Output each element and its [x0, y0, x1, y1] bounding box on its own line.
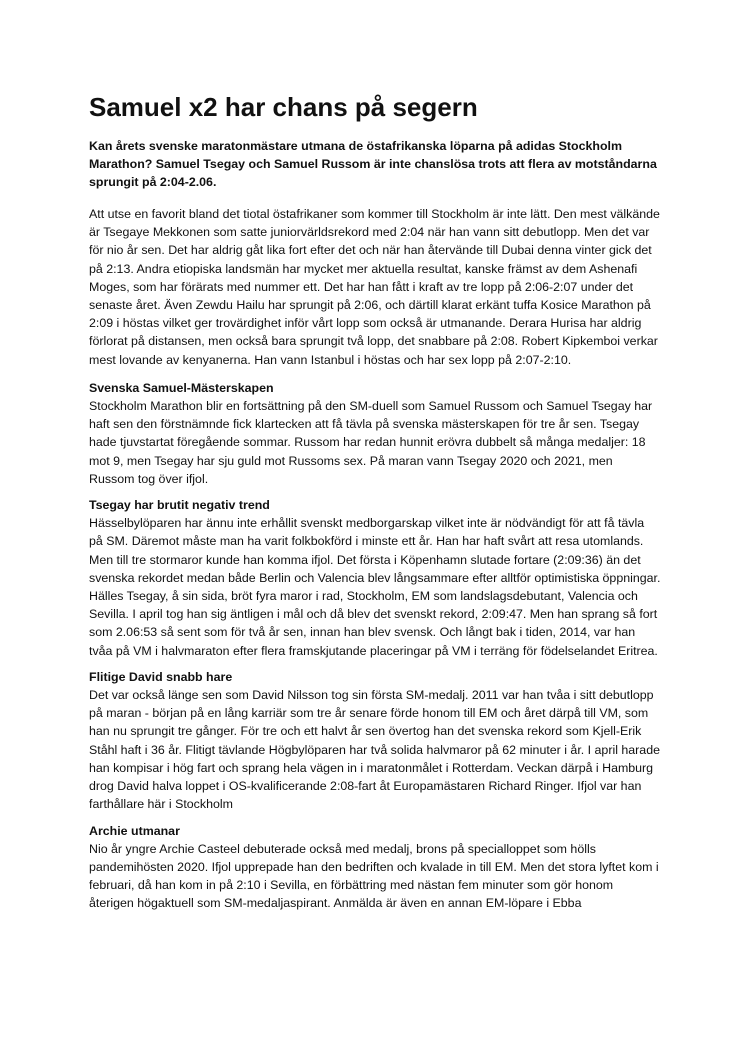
article-lead: Kan årets svenske maratonmästare utmana de östafrikanska löparna på adidas Stockholm Marathon? Samuel Tsegay och Samuel Russom är inte chanslösa trots att flera av motståndarna sprungit på 2:04-2.06. — [89, 139, 657, 189]
section-body: Hässelbylöparen har ännu inte erhållit svenskt medborgarskap vilket inte är nödvändigt för att få tävla på SM. Däremot måste man ha varit folkbokförd i minste ett år. Han har haft svårt att resa utomlands. Men till tre stormaror kunde han komma ifjol. Det första i Köpenhamn slutade fortare (2:09:36) än det svenska rekordet medan både Berlin och Valencia blev långsammare efter alltför optimistiska öppningar. Hälles Tsegay, å sin sida, bröt fyra maror i rad, Stockholm, EM som landslagsdebutant, Valencia och Sevilla. I april tog han sig äntligen i mål och då blev det svenskt rekord, 2:09:47. Men han sprang så fort som 2.06:53 så sent som för två år sen, innan han blev svensk. Och långt bak i tiden, 2014, var han tvåa på VM i halvmaraton efter flera framskjutande placeringar på VM i terräng för födelselandet Eritrea. — [89, 516, 661, 658]
section-heading: Archie utmanar — [89, 823, 180, 838]
section-body: Stockholm Marathon blir en fortsättning på den SM-duell som Samuel Russom och Samuel Tsegay har haft sen den förstnämnde fick klartecken att få tävla på svenska mästerskapen för tre år sen. Tsegay hade tjuvstartat föregående sommar. Russom har redan hunnit erövra dubbelt så många medaljer: 18 mot 9, men Tsegay har sju guld mot Russoms sex. På maran vann Tsegay 2020 och 2021, men Russom tog över ifjol. — [89, 399, 653, 486]
section-archie — [89, 822, 661, 913]
section-heading: Svenska Samuel-Mästerskapen — [89, 380, 274, 395]
section-tsegay — [89, 496, 661, 660]
section-heading: Tsegay har brutit negativ trend — [89, 498, 270, 513]
article — [89, 91, 661, 921]
article-title: Samuel x2 har chans på segern — [89, 92, 478, 122]
section-heading: Flitige David snabb hare — [89, 669, 233, 684]
article-intro: Att utse en favorit bland det tiotal östafrikaner som kommer till Stockholm är inte lätt. Den mest välkände är Tsegaye Mekkonen som satte juniorvärldsrekord med 2:04 när han vann sitt debutlopp. Men det var för nio år sen. Det har aldrig gåt lika fort efter det och när han återvände till Dubai denna vinter gick det på 2:13. Andra etiopiska landsmän har mycket mer aktuella resultat, kanske främst av dem Ashenafi Moges, som har förärats med nummer ett. Det har han fått i kraft av tre lopp på 2:06-2:07 under det senaste året. Även Zewdu Hailu har sprungit på 2:06, och därtill klarat erkänt tuffa Kosice Marathon på 2:09 i höstas vilket ger trovärdighet inför vårt lopp som också är utmanande. Derara Hurisa har aldrig förlorat på distansen, men också bara sprungit två lopp, det snabbare på 2:08. Robert Kipkemboi verkar mest lovande av kenyanerna. Han vann Istanbul i höstas och har sex lopp på 2:07-2:10. — [89, 207, 660, 367]
section-svenska-samuel — [89, 379, 661, 488]
section-body: Det var också länge sen som David Nilsson tog sin första SM-medalj. 2011 var han tvåa i sitt debutlopp på maran - början på en lång karriär som tre år senare förde honom till EM och året därpå till VM, som han nu sprungit tre gånger. För tre och ett halvt år sen övertog han det svenska rekord som Kjell-Erik Ståhl haft i 36 år. Flitigt tävlande Högbylöparen har två solida halvmaror på 62 minuter i år. I april harade han kompisar i hög fart och sprang hela vägen in i maratonmålet i Rotterdam. Veckan därpå i Hamburg drog David halva loppet i OS-kvalificerande 2:08-fart åt Europamästaren Richard Ringer. Ifjol var han farthållare här i Stockholm — [89, 688, 660, 812]
section-body: Nio år yngre Archie Casteel debuterade också med medalj, brons på specialloppet som hölls pandemihösten 2020. Ifjol upprepade han den bedriften och kvalade in till EM. Men det stora lyftet kom i februari, då han kom in på 2:10 i Sevilla, en förbättring med nästan fem minuter som gör honom återigen högaktuell som SM-medaljaspirant. Anmälda är även en annan EM-löpare i Ebba — [89, 841, 659, 911]
section-david — [89, 668, 661, 814]
